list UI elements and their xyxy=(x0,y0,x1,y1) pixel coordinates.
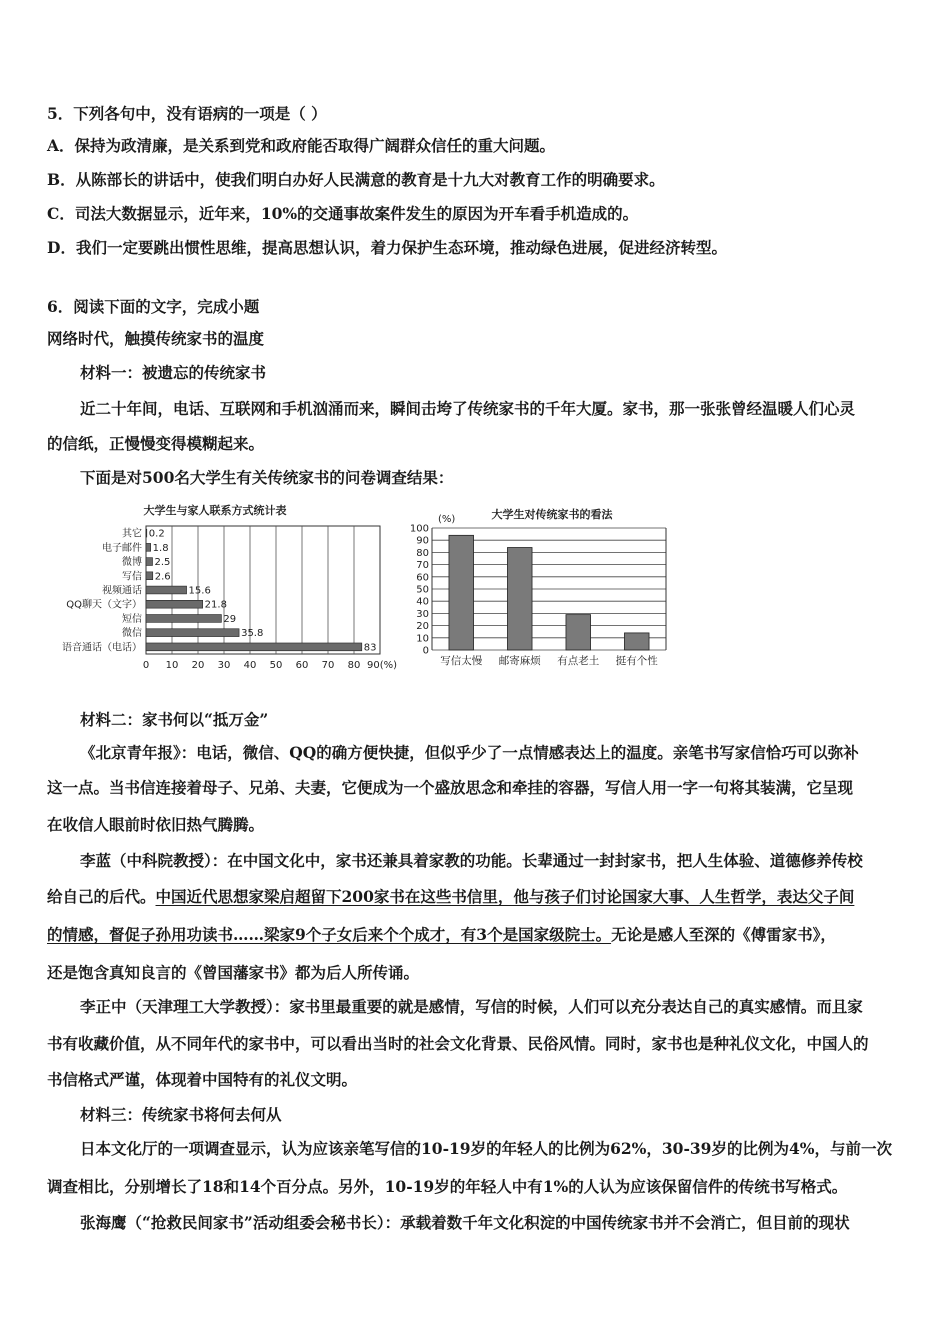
opinion-chart xyxy=(402,500,692,686)
y-tick-label: 0 xyxy=(422,645,429,657)
option-text: 司法大数据显示，近年来，10%的交通事故案件发生的原因为开车看手机造成的。 xyxy=(74,204,639,223)
data-label: 83 xyxy=(363,642,377,654)
x-tick-label: 20 xyxy=(191,660,205,671)
category-label: 挺有个性 xyxy=(615,655,658,667)
y-tick-label: 100 xyxy=(409,523,429,535)
option-letter: C． xyxy=(47,204,75,223)
paragraph-line: 书有收藏价值，从不同年代的家书中，可以看出当时的社会文化背景、民俗风情。同时，家书也是种礼仪文化，中国人的 xyxy=(47,1034,869,1053)
x-tick-label: 80 xyxy=(347,660,361,671)
category-label: 有点老土 xyxy=(557,655,600,667)
y-tick-label: 70 xyxy=(416,560,429,572)
bar xyxy=(146,615,221,623)
y-tick-label: 50 xyxy=(416,584,429,596)
bar xyxy=(566,615,591,650)
paragraph-line: 日本文化厅的一项调查显示，认为应该亲笔写信的10-19岁的年轻人的比例为62%，30-39岁的比例为4%，与前一次 xyxy=(80,1139,892,1158)
bar xyxy=(449,535,474,650)
x-tick-label: 50 xyxy=(269,660,283,671)
survey-intro: 下面是对500名大学生有关传统家书的问卷调查结果： xyxy=(80,468,454,487)
bar xyxy=(146,643,362,651)
q5-option-a xyxy=(47,135,907,157)
material-three-heading: 材料三：传统家书将何去何从 xyxy=(80,1105,282,1124)
y-tick-label: 40 xyxy=(416,596,429,608)
paragraph-line xyxy=(47,924,907,946)
x-tick-label: 60 xyxy=(295,660,309,671)
data-label: 2.6 xyxy=(154,571,171,583)
data-label: 2.5 xyxy=(154,557,171,569)
bar xyxy=(146,558,153,566)
paragraph-line: 李正中（天津理工大学教授）：家书里最重要的就是感情，写信的时候，人们可以充分表达自己的真实感情。而且家 xyxy=(80,997,863,1016)
data-label: 21.8 xyxy=(204,599,227,611)
x-tick-label: 0 xyxy=(142,660,150,671)
text-segment: 无论是感人至深的《傅雷家书》， xyxy=(611,925,836,944)
category-label: 写信 xyxy=(122,571,142,583)
paragraph-line: 这一点。当书信连接着母子、兄弟、夫妻，它便成为一个盛放思念和牵挂的容器，写信人用一字一句将其装满，它呈现 xyxy=(47,778,854,797)
paragraph-line: 还是饱含真知良言的《曾国藩家书》都为后人所传诵。 xyxy=(47,963,420,982)
q5-option-d xyxy=(47,237,907,259)
category-label: 语音通话（电话） xyxy=(62,642,142,654)
y-axis-unit: (%) xyxy=(438,514,456,525)
bar xyxy=(146,600,203,608)
category-label: 邮寄麻烦 xyxy=(498,655,541,667)
category-label: 微信 xyxy=(122,628,142,640)
x-tick-label: 70 xyxy=(321,660,335,671)
category-label: 电子邮件 xyxy=(102,542,142,554)
bar xyxy=(624,633,649,650)
x-tick-label: 30 xyxy=(217,660,231,671)
paragraph-line: 李蓝（中科院教授）：在中国文化中，家书还兼具着家教的功能。长辈通过一封封家书，把人生体验、道德修养传校 xyxy=(80,851,863,870)
article-title: 网络时代，触摸传统家书的温度 xyxy=(47,329,265,348)
bar xyxy=(146,629,239,637)
x-tick-label: 90(%) xyxy=(366,660,398,671)
option-text: 保持为政清廉，是关系到党和政府能否取得广阔群众信任的重大问题。 xyxy=(74,136,556,155)
material-one-heading: 材料一：被遗忘的传统家书 xyxy=(80,363,267,382)
contact-method-chart xyxy=(40,496,420,686)
q5-option-c xyxy=(47,203,907,225)
category-label: 短信 xyxy=(122,613,142,625)
data-label: 0.2 xyxy=(148,528,165,540)
bar xyxy=(146,529,147,537)
option-text: 从陈部长的讲话中，使我们明白办好人民满意的教育是十九大对教育工作的明确要求。 xyxy=(75,170,665,189)
data-label: 15.6 xyxy=(188,585,211,597)
option-letter: B． xyxy=(47,170,76,189)
material-two-heading: 材料二：家书何以“抵万金” xyxy=(80,710,269,729)
paragraph-line: 近二十年间，电话、互联网和手机汹涌而来，瞬间击垮了传统家书的千年大厦。家书，那一张张曾经温暖人们心灵 xyxy=(80,399,856,418)
text-segment: 给自己的后代。 xyxy=(47,887,156,906)
data-label: 29 xyxy=(223,613,237,625)
q5-stem: 5．下列各句中，没有语病的一项是（ ） xyxy=(47,104,327,123)
data-label: 35.8 xyxy=(241,628,264,640)
underlined-text: 中国近代思想家梁启超留下200家书在这些书信里，他与孩子们讨论国家大事、人生哲学，表达父子间 xyxy=(155,887,855,906)
y-tick-label: 20 xyxy=(416,621,429,633)
y-tick-label: 80 xyxy=(416,547,429,559)
x-tick-label: 10 xyxy=(165,660,179,671)
chart-title: 大学生与家人联系方式统计表 xyxy=(143,504,287,517)
y-tick-label: 90 xyxy=(416,535,429,547)
paragraph-line: 在收信人眼前时依旧热气腾腾。 xyxy=(47,815,265,834)
category-label: 写信太慢 xyxy=(440,655,483,667)
underlined-text: 的情感，督促子孙用功读书……梁家9个子女后来个个成才，有3个是国家级院士。 xyxy=(47,925,612,944)
chart-title: 大学生对传统家书的看法 xyxy=(491,508,613,521)
y-tick-label: 30 xyxy=(416,608,429,620)
category-label: QQ聊天（文字） xyxy=(66,599,142,611)
category-label: 视频通话 xyxy=(102,585,142,597)
category-label: 其它 xyxy=(122,528,142,540)
bar xyxy=(146,586,187,594)
category-label: 微博 xyxy=(122,557,142,569)
paragraph-line: 调查相比，分别增长了18和14个百分点。另外，10-19岁的年轻人中有1%的人认为应该保留信件的传统书写格式。 xyxy=(47,1177,848,1196)
paragraph-line: 张海鹰（“抢救民间家书”活动组委会秘书长）：承载着数千年文化积淀的中国传统家书并不会消亡，但目前的现状 xyxy=(80,1213,850,1232)
paragraph-line: 的信纸，正慢慢变得模糊起来。 xyxy=(47,434,265,453)
data-label: 1.8 xyxy=(152,542,169,554)
y-tick-label: 60 xyxy=(416,572,429,584)
option-letter: D． xyxy=(47,238,76,257)
q5-option-b xyxy=(47,169,907,191)
paragraph-line xyxy=(47,886,907,908)
option-letter: A． xyxy=(47,136,75,155)
x-tick-label: 40 xyxy=(243,660,257,671)
paragraph-line: 《北京青年报》：电话，微信、QQ的确方便快捷，但似乎少了一点情感表达上的温度。亲笔书写家信恰巧可以弥补 xyxy=(80,743,859,762)
bar xyxy=(146,572,153,580)
option-text: 我们一定要跳出惯性思维，提高思想认识，着力保护生态环境，推动绿色进展，促进经济转型。 xyxy=(75,238,727,257)
y-tick-label: 10 xyxy=(416,633,429,645)
bar xyxy=(146,543,151,551)
q6-stem: 6．阅读下面的文字，完成小题 xyxy=(47,297,260,316)
paragraph-line: 书信格式严谨，体现着中国特有的礼仪文明。 xyxy=(47,1070,358,1089)
bar xyxy=(507,548,532,650)
